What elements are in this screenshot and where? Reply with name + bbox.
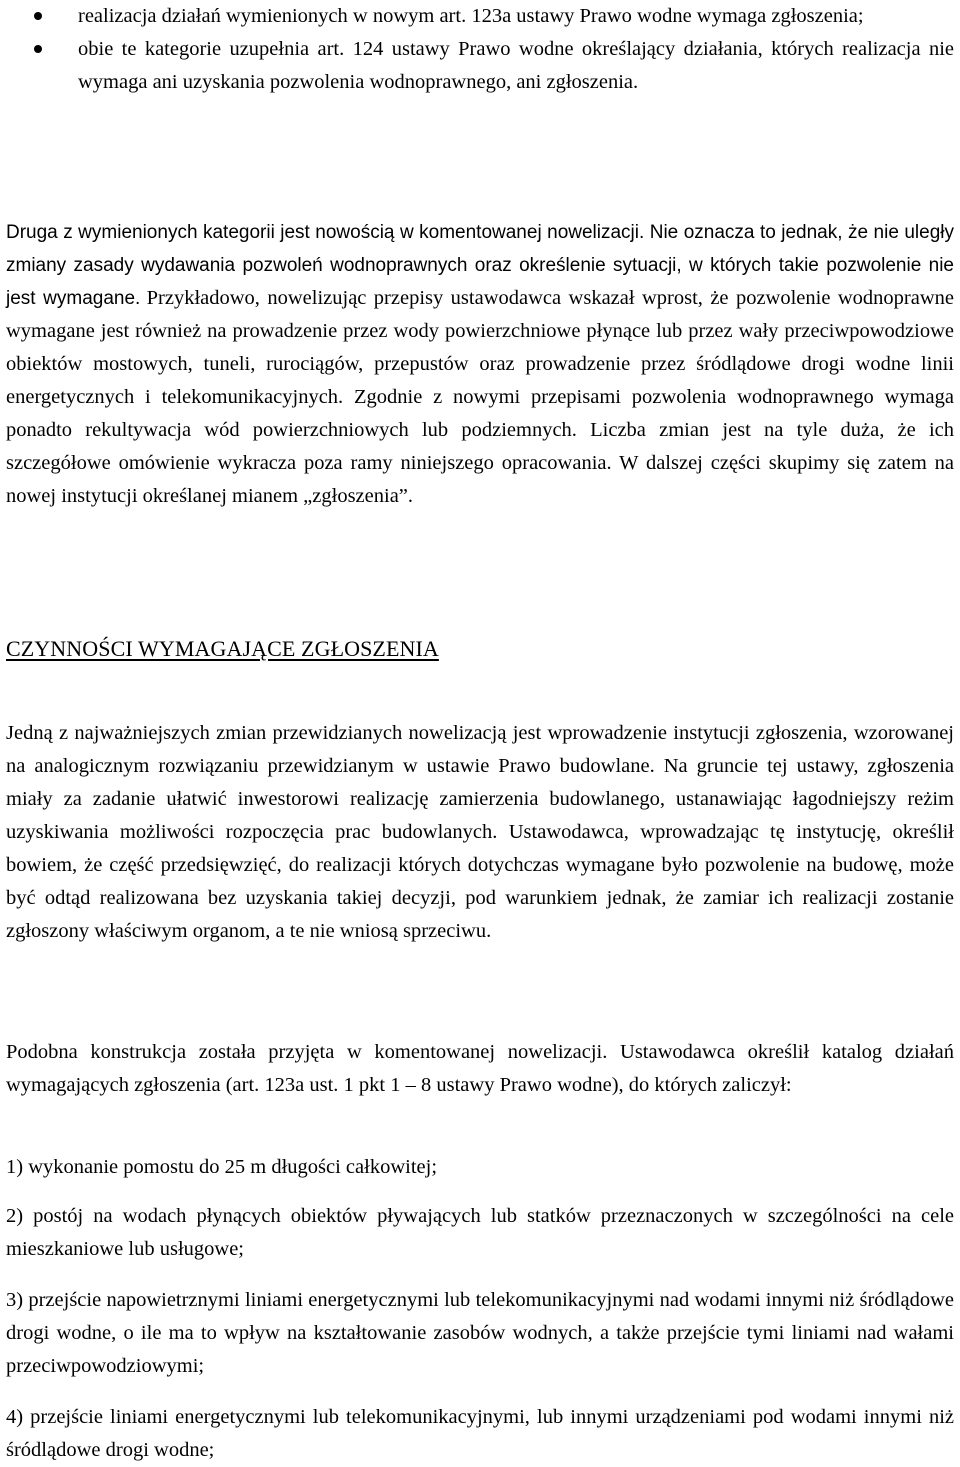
- list-item-3: 3) przejście napowietrznymi liniami energetycznymi lub telekomunikacyjnymi nad wodami innymi niż śródlądowe drogi wodne, o ile ma to wpływ na kształtowanie zasobów wodnych, a także przejście tymi liniami nad wałami przeciwpowodziowymi;: [6, 1289, 954, 1377]
- bullet-dot-icon: [34, 12, 42, 20]
- paragraph-intro-sans: Druga z wymienionych kategorii jest nowością w komentowanej nowelizacji. Nie oznacza to jednak, że nie uległy zmiany zasady wydawania pozwoleń wodnoprawnych oraz określenie sytuacji, w których takie pozwolenie nie jest wymagane.: [6, 222, 954, 309]
- list-item-1: 1) wykonanie pomostu do 25 m długości całkowitej;: [6, 1156, 438, 1178]
- bullet-item: [0, 0, 954, 33]
- paragraph-intro-serif: Przykładowo, nowelizując przepisy ustawodawca wskazał wprost, że pozwolenie wodnoprawne wymagane jest również na prowadzenie przez wody powierzchniowe płynące lub przez wały przeciwpowodziowe obiektów mostowych, tuneli, rurociągów, przepustów oraz prowadzenie przez śródlądowe drogi wodne linii energetycznych i telekomunikacyjnych. Zgodnie z nowymi przepisami pozwolenia wodnoprawnego wymaga ponadto rekultywacja wód powierzchniowych lub podziemnych. Liczba zmian jest na tyle duża, że ich szczegółowe omówienie wykracza poza ramy niniejszego opracowania. W dalszej części skupimy się zatem na nowej instytucji określanej mianem „zgłoszenia”.: [6, 287, 955, 507]
- paragraph-intro: [6, 216, 954, 513]
- bullet-text: obie te kategorie uzupełnia art. 124 ustawy Prawo wodne określający działania, których realizacja nie wymaga ani uzyskania pozwolenia wodnoprawnego, ani zgłoszenia.: [78, 38, 954, 93]
- bullet-dot-icon: [34, 45, 42, 53]
- section-heading: CZYNNOŚCI WYMAGAJĄCE ZGŁOSZENIA: [6, 636, 439, 661]
- paragraph-katalog: Podobna konstrukcja została przyjęta w komentowanej nowelizacji. Ustawodawca określił katalog działań wymagających zgłoszenia (art. 123a ust. 1 pkt 1 – 8 ustawy Prawo wodne), do których zaliczył:: [6, 1041, 954, 1096]
- list-item-2: 2) postój na wodach płynących obiektów pływających lub statków przeznaczonych w szczególności na cele mieszkaniowe lub usługowe;: [6, 1205, 954, 1260]
- bullet-list: [0, 0, 954, 99]
- bullet-item: [0, 33, 954, 99]
- bullet-text: realizacja działań wymienionych w nowym art. 123a ustawy Prawo wodne wymaga zgłoszenia;: [78, 5, 864, 27]
- paragraph-zgloszenie: Jedną z najważniejszych zmian przewidzianych nowelizacją jest wprowadzenie instytucji zgłoszenia, wzorowanej na analogicznym rozwiązaniu przewidzianym w ustawie Prawo budowlane. Na gruncie tej ustawy, zgłoszenia miały za zadanie ułatwić inwestorowi realizację zamierzenia budowlanego, ustanawiając łagodniejszy reżim uzyskiwania możliwości rozpoczęcia prac budowlanych. Ustawodawca, wprowadzając tę instytucję, określił bowiem, że część przedsięwzięć, do realizacji których dotychczas wymagane było pozwolenie na budowę, może być odtąd realizowana bez uzyskania takiej decyzji, pod warunkiem jednak, że zamiar ich realizacji zostanie zgłoszony właściwym organom, a te nie wniosą sprzeciwu.: [6, 722, 954, 942]
- list-item-4: 4) przejście liniami energetycznymi lub telekomunikacyjnymi, lub innymi urządzeniami pod wodami innymi niż śródlądowe drogi wodne;: [6, 1406, 954, 1461]
